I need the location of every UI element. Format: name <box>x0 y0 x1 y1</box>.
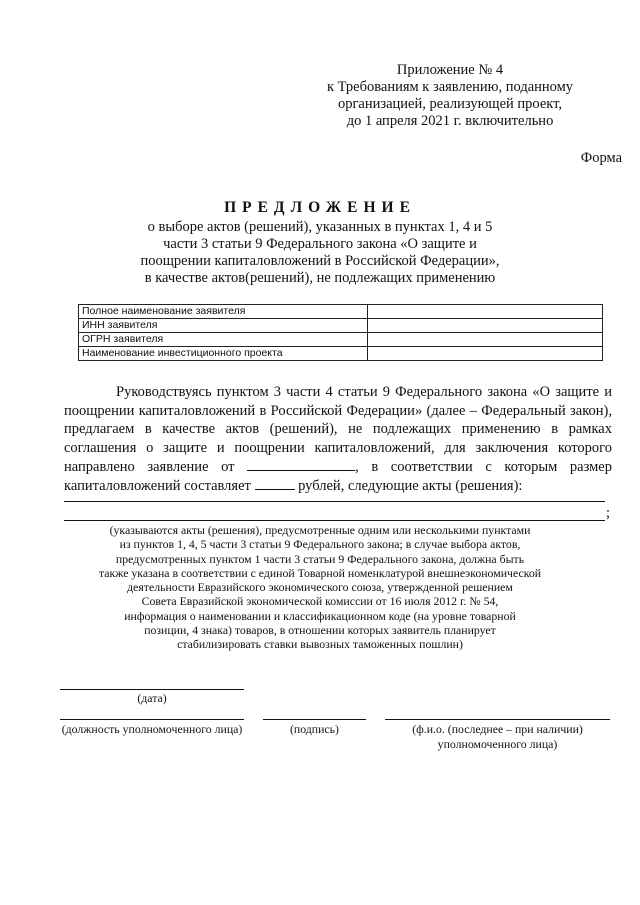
signature-line[interactable] <box>263 719 366 720</box>
signature-label: (подпись) <box>290 722 339 736</box>
note-line: стабилизировать ставки вывозных таможенных пошлин) <box>177 637 463 652</box>
application-date-blank[interactable] <box>247 458 355 471</box>
date-label: (дата) <box>137 691 167 705</box>
table-cell-value[interactable] <box>368 347 603 361</box>
table-row <box>79 333 603 347</box>
table-row <box>79 347 603 361</box>
acts-line-1[interactable] <box>64 501 605 502</box>
table-cell-label: Наименование инвестиционного проекта <box>79 347 368 361</box>
table-cell-value[interactable] <box>368 319 603 333</box>
note-line: также указана в соответствии с единой Товарной номенклатурой внешнеэкономической <box>98 565 542 580</box>
body-text-part: , в соответствии с которым размер капиталовложений составляет <box>64 458 612 494</box>
subtitle-line: о выборе актов (решений), указанных в пунктах 1, 4 и 5 <box>147 219 493 235</box>
table-row <box>79 305 603 319</box>
semicolon: ; <box>606 505 611 521</box>
acts-line-2[interactable] <box>64 520 605 521</box>
table-cell-label: Полное наименование заявителя <box>79 305 368 319</box>
appendix-line: до 1 апреля 2021 г. включительно <box>346 113 554 129</box>
subtitle-line: в качестве актов(решений), не подлежащих применению <box>144 270 496 286</box>
body-text-part: рублей, следующие акты (решения): <box>298 477 523 494</box>
table-cell-label: ИНН заявителя <box>79 319 368 333</box>
position-line[interactable] <box>60 719 244 720</box>
position-label: (должность уполномоченного лица) <box>61 722 243 736</box>
date-line[interactable] <box>60 689 244 690</box>
document-subtitle <box>60 219 580 287</box>
note-line: из пунктов 1, 4, 5 части 3 статьи 9 Федерального закона; в случае выбора актов, <box>119 537 521 552</box>
note-line: предусмотренных пунктом 1 части 3 статьи 9 Федерального закона, должна быть <box>115 551 525 566</box>
table-cell-value[interactable] <box>368 333 603 347</box>
table-cell-value[interactable] <box>368 305 603 319</box>
note-line: (указываются акты (решения), предусмотренные одним или несколькими пунктами <box>109 523 531 537</box>
document-title: ПРЕДЛОЖЕНИЕ <box>224 199 416 216</box>
note-line: Совета Евразийской экономической комиссии от 16 июля 2012 г. № 54, <box>141 594 499 609</box>
instruction-note <box>60 523 580 652</box>
applicant-info-table <box>78 304 603 361</box>
subtitle-line: части 3 статьи 9 Федерального закона «О защите и <box>163 236 477 252</box>
body-paragraph <box>64 383 612 495</box>
appendix-line: организацией, реализующей проект, <box>337 96 563 112</box>
table-row <box>79 319 603 333</box>
fio-label: (ф.и.о. (последнее – при наличии) уполномоченного лица) <box>412 722 583 751</box>
fio-line[interactable] <box>385 719 610 720</box>
appendix-header <box>300 62 600 130</box>
form-label: Форма <box>580 150 622 166</box>
note-line: позиции, 4 знака) товаров, в отношении которых заявитель планирует <box>144 623 496 638</box>
table-cell-label: ОГРН заявителя <box>79 333 368 347</box>
appendix-line: Приложение № 4 <box>396 62 504 78</box>
investment-amount-blank[interactable] <box>255 477 295 490</box>
note-line: деятельности Евразийского экономического союза, утвержденной решением <box>127 580 513 595</box>
subtitle-line: поощрении капиталовложений в Российской Федерации», <box>140 253 500 269</box>
note-line: информация о наименовании и классификационном коде (на уровне товарной <box>124 608 516 623</box>
appendix-line: к Требованиям к заявлению, поданному <box>326 79 574 95</box>
body-text-part: Руководствуясь пунктом 3 части 4 статьи 9 Федерального закона «О защите и поощрении капиталовложений в Российской Федерации» (далее – Федеральный закон), предлагаем в качестве актов (решений), не подлежащих применению в рамках соглашения о защите и поощрении капиталовложений, для заключения которого направлено заявление от <box>64 384 612 475</box>
